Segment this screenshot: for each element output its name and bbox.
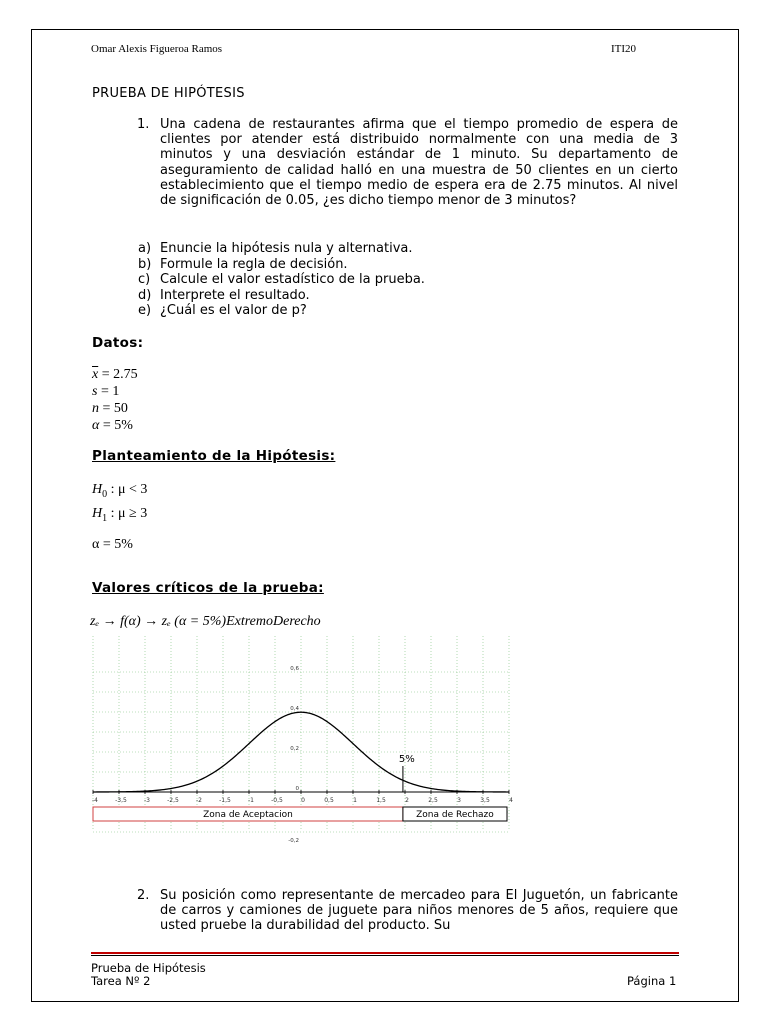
x-tick-label: -2 (196, 797, 202, 804)
valores-heading: Valores críticos de la prueba: (92, 580, 324, 596)
question-text: Calcule el valor estadístico de la prueba. (160, 272, 425, 287)
y-tick-label: 0 (295, 786, 299, 792)
y-tick-label: 0,2 (290, 746, 299, 752)
question-item (138, 241, 425, 257)
header-code: ITI20 (611, 43, 637, 55)
h0-symbol: H (92, 482, 103, 497)
problem-text: Una cadena de restaurantes afirma que el tiempo promedio de espera de clientes por atender está distribuido normalmente con una media de 3 minutos y una desviación estándar de 1 minuto. Su departamento de aseguramiento de calidad halló en una muestra de 50 clientes en un cierto establecimiento que el tiempo medio de espera era de 2.75 minutos. Al nivel de significación de 0.05, ¿es dicho tiempo menor de 3 minutos? (160, 117, 678, 209)
footer-rule-red (91, 952, 679, 954)
x-tick-label: -3 (144, 797, 150, 804)
h0-rest: : μ < 3 (107, 482, 148, 497)
accept-zone-label: Zona de Aceptacion (203, 810, 293, 820)
question-item (138, 257, 425, 273)
h1-rest: : μ ≥ 3 (107, 505, 148, 521)
x-tick-label: 1,5 (376, 797, 386, 804)
h1-sub: 1 (102, 512, 108, 524)
question-letter: a) (138, 241, 152, 256)
footer-rule-black (91, 955, 679, 956)
x-tick-label: -1,5 (219, 797, 231, 804)
x-tick-label: -2,5 (167, 797, 179, 804)
x-tick-label: -1 (248, 797, 254, 804)
datos-s (92, 383, 138, 400)
alpha-value: = 5% (102, 418, 133, 433)
document-page (31, 29, 739, 1002)
n-symbol: n (92, 401, 99, 416)
question-text: Formule la regla de decisión. (160, 256, 348, 272)
x-tick-label: 0,5 (324, 797, 334, 804)
h0-line (92, 480, 147, 504)
question-item (138, 272, 425, 288)
question-letter: b) (138, 256, 152, 272)
h0-sub: 0 (102, 488, 108, 500)
x-tick-label: -4 (92, 797, 98, 804)
datos-block (92, 366, 138, 434)
question-item (138, 288, 425, 304)
question-list (138, 241, 425, 319)
normal-distribution-chart (90, 636, 513, 844)
tail-percent-label: 5% (398, 754, 415, 765)
x-tick-label: 0 (301, 797, 305, 804)
x-tick-label: 3,5 (480, 797, 490, 804)
datos-heading: Datos: (92, 335, 144, 351)
question-letter: c) (138, 272, 151, 287)
s-symbol: s (92, 384, 98, 399)
alpha-symbol: α (92, 418, 100, 433)
document-title: PRUEBA DE HIPÓTESIS (92, 86, 245, 101)
y-tick-label: -0,2 (288, 838, 299, 844)
s-value: = 1 (100, 384, 120, 399)
datos-xbar (92, 366, 138, 383)
critical-formula: zₑ → f(α) → zₑ (α = 5%)ExtremoDerecho (90, 614, 321, 629)
alpha-line: α = 5% (92, 537, 133, 552)
question-letter: e) (138, 303, 152, 318)
question-text: ¿Cuál es el valor de p? (160, 303, 307, 318)
xbar-value: = 2.75 (101, 367, 138, 382)
header-author: Omar Alexis Figueroa Ramos (91, 43, 223, 55)
hypotheses-block (92, 480, 147, 528)
datos-alpha (92, 417, 138, 434)
problem-number: 2. (137, 888, 150, 903)
footer-title: Prueba de Hipótesis (91, 961, 206, 975)
x-tick-label: 2 (405, 797, 409, 804)
x-tick-label: -0,5 (271, 797, 283, 804)
footer-task: Tarea Nº 2 (91, 974, 151, 988)
y-tick-label: 0,4 (290, 706, 299, 712)
reject-zone-label: Zona de Rechazo (416, 810, 494, 820)
planteamiento-heading: Planteamiento de la Hipótesis: (92, 448, 336, 464)
question-letter: d) (138, 287, 152, 303)
x-tick-label: 4 (509, 797, 513, 804)
problem-text: Su posición como representante de mercadeo para El Juguetón, un fabricante de carros y camiones de juguete para niños menores de 5 años, requiere que usted pruebe la durabilidad del producto. Su (160, 888, 678, 934)
n-value: = 50 (102, 401, 128, 416)
x-tick-label: -3,5 (115, 797, 127, 804)
question-text: Interprete el resultado. (160, 287, 310, 303)
x-tick-label: 1 (353, 797, 357, 804)
h1-line (92, 504, 147, 528)
question-item (138, 303, 425, 319)
x-tick-label: 3 (457, 797, 461, 804)
problem-number: 1. (137, 117, 150, 132)
h1-symbol: H (92, 505, 103, 521)
y-tick-label: 0,6 (290, 666, 299, 672)
question-text: Enuncie la hipótesis nula y alternativa. (160, 241, 413, 256)
x-tick-label: 2,5 (428, 797, 438, 804)
footer-page-number: Página 1 (627, 974, 677, 988)
xbar-symbol: $\overline{x}$ (92, 367, 99, 382)
datos-n (92, 400, 138, 417)
footer-left (91, 962, 206, 988)
